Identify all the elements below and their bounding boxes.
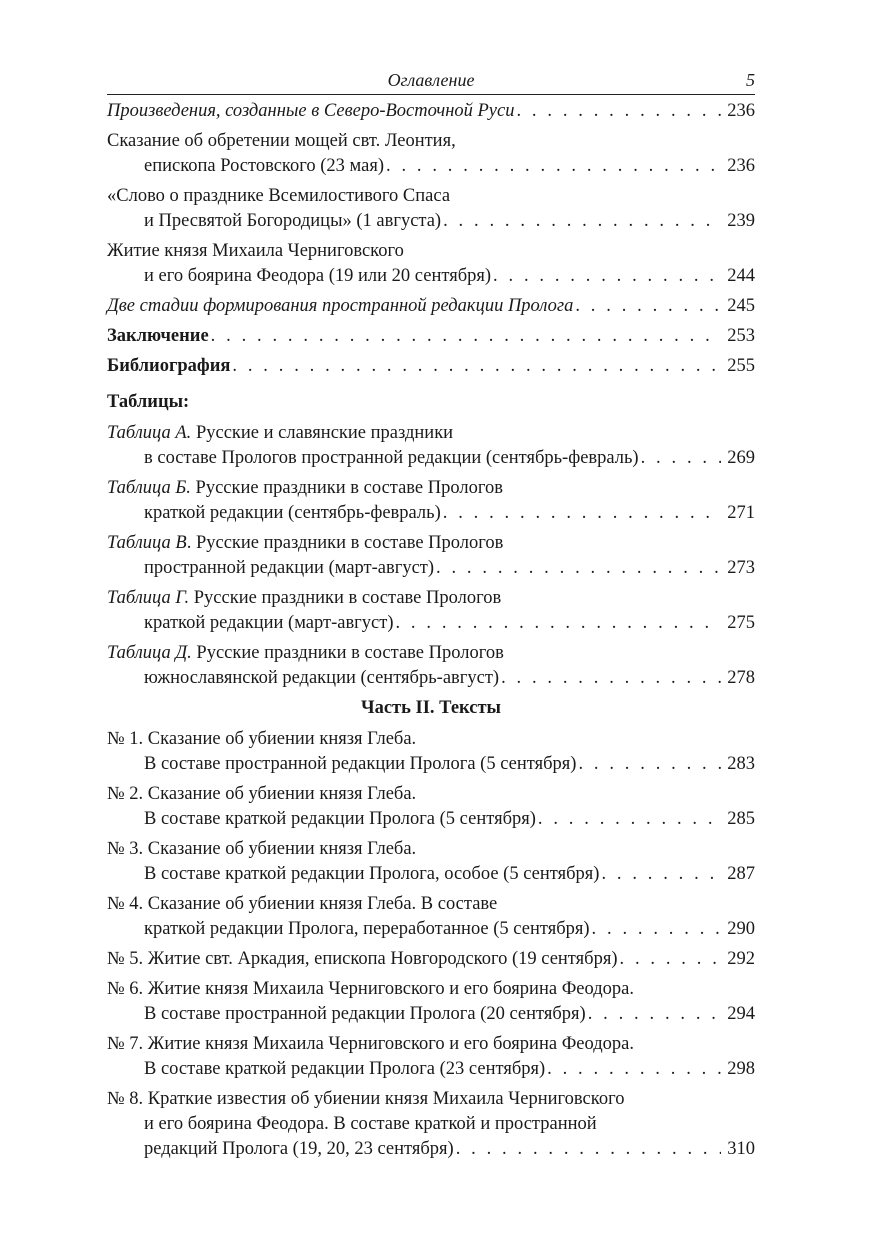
entry-last-line <box>107 917 755 942</box>
entry-last-line <box>107 501 755 526</box>
entry-last-line <box>107 294 755 319</box>
entry-title: Заключение <box>107 326 209 346</box>
toc-entry[interactable] <box>107 892 755 942</box>
entry-line: Житие князя Михаила Черниговского <box>107 241 404 261</box>
entry-line <box>107 476 755 501</box>
table-caption: Русские праздники в составе Прологов <box>191 643 504 663</box>
entry-title: Произведения, созданные в Северо-Восточной Руси <box>107 101 515 121</box>
entry-title: краткой редакции (сентябрь-февраль) <box>144 503 441 523</box>
table-label: Таблица А. <box>107 423 192 443</box>
page-number: 298 <box>727 1059 755 1079</box>
leader-dots <box>601 862 721 887</box>
toc-entry[interactable] <box>107 947 755 972</box>
table-label: Таблица В <box>107 533 187 553</box>
entry-line: «Слово о празднике Всемилостивого Спаса <box>107 186 451 206</box>
toc-entry[interactable] <box>107 354 755 379</box>
part-title: Часть II. Тексты <box>361 698 501 718</box>
entry-last-line <box>107 354 755 379</box>
leader-dots <box>578 752 721 777</box>
toc-entry[interactable] <box>107 294 755 319</box>
entry-title: Библиография <box>107 356 231 376</box>
entry-line: № 1. Сказание об убиении князя Глеба. <box>107 729 417 749</box>
table-label: Таблица Г. <box>107 588 190 608</box>
entry-line <box>107 531 755 556</box>
entry-line <box>107 586 755 611</box>
entry-line: № 3. Сказание об убиении князя Глеба. <box>107 839 417 859</box>
table-caption: Русские и славянские праздники <box>191 423 454 443</box>
entry-last-line <box>107 324 755 349</box>
page-number: 269 <box>727 448 755 468</box>
table-caption: Русские праздники в составе Прологов <box>190 478 503 498</box>
toc-section-tables <box>107 421 755 691</box>
leader-dots <box>436 556 721 581</box>
toc-entry[interactable] <box>107 99 755 124</box>
leader-dots <box>395 611 721 636</box>
page-number: 244 <box>727 266 755 286</box>
leader-dots <box>538 807 721 832</box>
header-page-number: 5 <box>746 70 755 90</box>
toc-entry[interactable] <box>107 727 755 777</box>
toc-entry[interactable] <box>107 184 755 234</box>
table-label: Таблица Д. <box>107 643 192 663</box>
entry-last-line <box>107 154 755 179</box>
running-header <box>107 66 755 95</box>
toc-section-texts <box>107 727 755 1162</box>
document-page <box>107 66 755 1167</box>
entry-title: Две стадии формирования пространной редакции Пролога <box>107 296 574 316</box>
leader-dots <box>588 1002 721 1027</box>
page-number: 239 <box>727 211 755 231</box>
entry-last-line <box>107 1137 755 1162</box>
entry-line: № 4. Сказание об убиении князя Глеба. В составе <box>107 894 498 914</box>
entry-line: № 8. Краткие известия об убиении князя Михаила Черниговского <box>107 1089 625 1109</box>
page-number: 236 <box>727 156 755 176</box>
page-number: 287 <box>727 864 755 884</box>
entry-title: краткой редакции Пролога, переработанное (5 сентября) <box>144 919 590 939</box>
leader-dots <box>575 294 721 319</box>
table-caption: . Русские праздники в составе Прологов <box>186 533 504 553</box>
entry-title: южнославянской редакции (сентябрь-август) <box>144 668 500 688</box>
leader-dots <box>592 917 721 942</box>
leader-dots <box>547 1057 721 1082</box>
page-number: 273 <box>727 558 755 578</box>
entry-title: краткой редакции (март-август) <box>144 613 394 633</box>
toc-entry[interactable] <box>107 129 755 179</box>
entry-title: и Пресвятой Богородицы» (1 августа) <box>144 211 442 231</box>
page-number: 285 <box>727 809 755 829</box>
page-number: 294 <box>727 1004 755 1024</box>
entry-title: В составе краткой редакции Пролога, особое (5 сентября) <box>144 864 600 884</box>
table-label: Таблица Б. <box>107 478 191 498</box>
entry-last-line <box>107 666 755 691</box>
leader-dots <box>386 154 721 179</box>
entry-line: № 7. Житие князя Михаила Черниговского и его боярина Феодора. <box>107 1034 634 1054</box>
table-caption: Русские праздники в составе Прологов <box>189 588 502 608</box>
toc-entry[interactable] <box>107 239 755 289</box>
toc-entry[interactable] <box>107 837 755 887</box>
entry-line: и его боярина Феодора. В составе краткой и пространной <box>144 1114 597 1134</box>
header-title: Оглавление <box>387 70 475 90</box>
leader-dots <box>641 446 721 471</box>
entry-last-line <box>107 752 755 777</box>
leader-dots <box>620 947 722 972</box>
entry-title: епископа Ростовского (23 мая) <box>144 156 384 176</box>
toc-entry[interactable] <box>107 531 755 581</box>
toc-entry[interactable] <box>107 476 755 526</box>
entry-line <box>107 641 755 666</box>
toc-entry[interactable] <box>107 586 755 636</box>
entry-last-line <box>107 99 755 124</box>
table-of-contents <box>107 99 755 1162</box>
page-number: 253 <box>727 326 755 346</box>
page-number: 255 <box>727 356 755 376</box>
page-number: 275 <box>727 613 755 633</box>
toc-entry[interactable] <box>107 977 755 1027</box>
entry-line: № 6. Житие князя Михаила Черниговского и его боярина Феодора. <box>107 979 634 999</box>
tables-group-title: Таблицы: <box>107 392 190 412</box>
leader-dots <box>443 501 721 526</box>
entry-title: В составе пространной редакции Пролога (5 сентября) <box>144 754 577 774</box>
entry-last-line <box>107 807 755 832</box>
entry-title: В составе пространной редакции Пролога (20 сентября) <box>144 1004 586 1024</box>
entry-line: № 2. Сказание об убиении князя Глеба. <box>107 784 417 804</box>
toc-entry[interactable] <box>107 1032 755 1082</box>
toc-entry[interactable] <box>107 324 755 349</box>
page-number: 292 <box>727 949 755 969</box>
page-number: 236 <box>727 101 755 121</box>
entry-last-line <box>107 556 755 581</box>
entry-last-line <box>107 947 755 972</box>
leader-dots <box>443 209 721 234</box>
page-number: 290 <box>727 919 755 939</box>
toc-section-studies <box>107 99 755 379</box>
leader-dots <box>493 264 721 289</box>
entry-title: в составе Прологов пространной редакции (сентябрь-февраль) <box>144 448 639 468</box>
entry-title: В составе краткой редакции Пролога (23 сентября) <box>144 1059 546 1079</box>
leader-dots <box>211 324 721 349</box>
entry-title: В составе краткой редакции Пролога (5 сентября) <box>144 809 536 829</box>
toc-entry[interactable] <box>107 421 755 471</box>
entry-last-line <box>107 446 755 471</box>
entry-title: редакций Пролога (19, 20, 23 сентября) <box>144 1139 454 1159</box>
entry-last-line <box>107 611 755 636</box>
entry-title: пространной редакции (март-август) <box>144 558 435 578</box>
toc-entry[interactable] <box>107 1087 755 1162</box>
leader-dots <box>501 666 721 691</box>
leader-dots <box>516 99 721 124</box>
entry-line: Сказание об обретении мощей свт. Леонтия, <box>107 131 456 151</box>
entry-last-line <box>107 862 755 887</box>
leader-dots <box>456 1137 721 1162</box>
entry-last-line <box>107 1057 755 1082</box>
page-number: 283 <box>727 754 755 774</box>
entry-last-line <box>107 209 755 234</box>
page-number: 271 <box>727 503 755 523</box>
entry-line <box>107 421 755 446</box>
leader-dots <box>232 354 721 379</box>
page-number: 310 <box>727 1139 755 1159</box>
entry-title: и его боярина Феодора (19 или 20 сентября) <box>144 266 492 286</box>
entry-last-line <box>107 264 755 289</box>
entry-title: № 5. Житие свт. Аркадия, епископа Новгородского (19 сентября) <box>107 949 618 969</box>
page-number: 245 <box>727 296 755 316</box>
toc-entry[interactable] <box>107 782 755 832</box>
entry-last-line <box>107 1002 755 1027</box>
toc-entry[interactable] <box>107 641 755 691</box>
page-number: 278 <box>727 668 755 688</box>
